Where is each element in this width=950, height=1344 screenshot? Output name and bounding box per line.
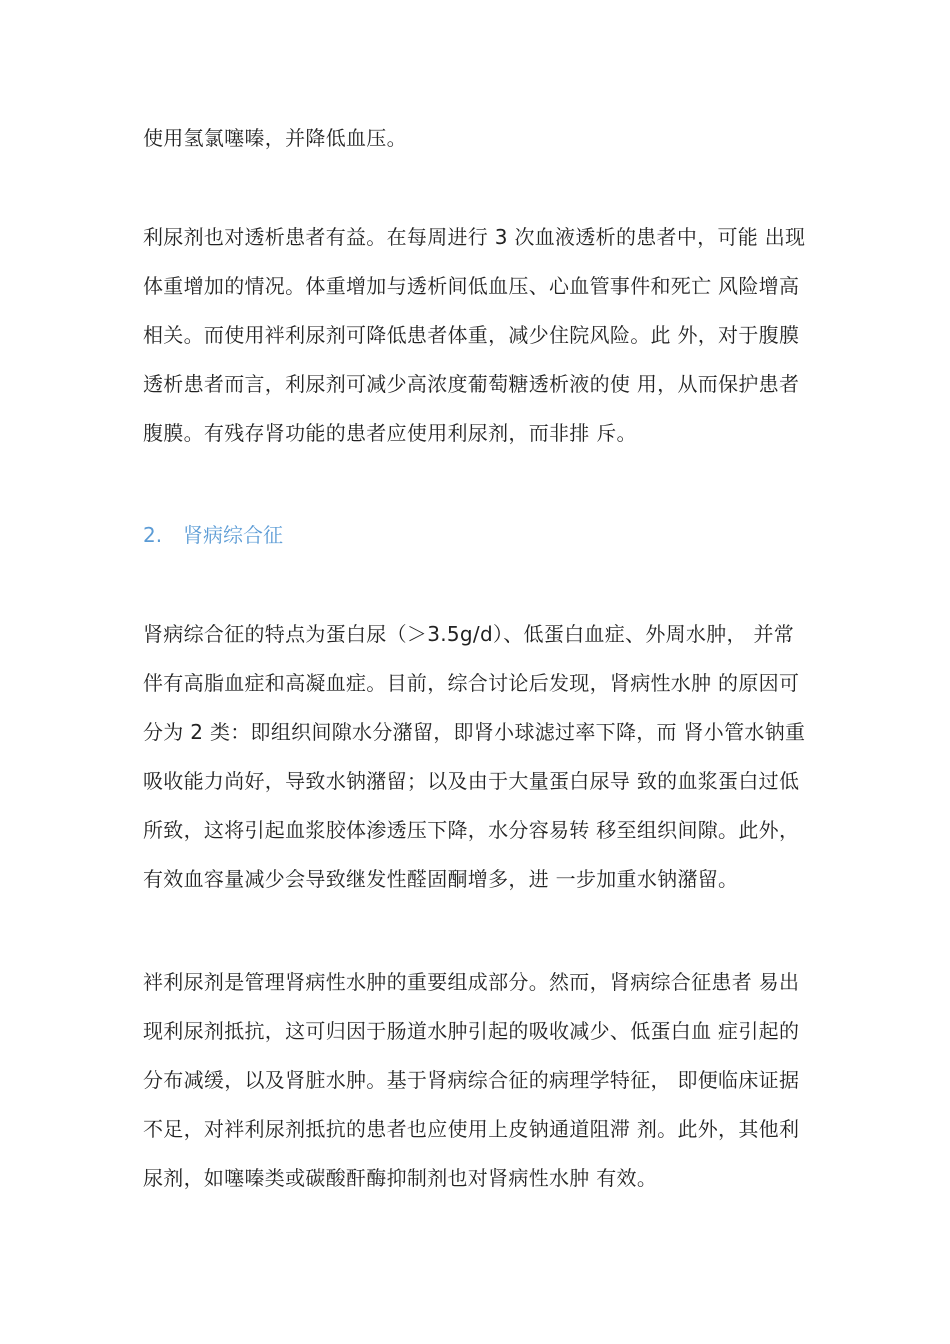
text-line: 有效血容量减少会导致继发性醛固酮增多，进 一步加重水钠潴留。 (143, 867, 739, 891)
text-line: 使用氢氯噻嗪，并降低血压。 (143, 126, 407, 150)
text-line: 尿剂，如噻嗪类或碳酸酐酶抑制剂也对肾病性水肿 有效。 (143, 1166, 658, 1190)
text-line: 袢利尿剂是管理肾病性水肿的重要组成部分。然而，肾病综合征患者 易出 (143, 970, 800, 994)
text-line: 利尿剂也对透析患者有益。在每周进行 3 次血液透析的患者中，可能 出现 (143, 225, 806, 249)
section-heading (143, 521, 283, 549)
paragraph-dialysis-diuretics (143, 223, 843, 468)
text-line: 透析患者而言，利尿剂可减少高浓度葡萄糖透析液的使 用，从而保护患者 (143, 372, 800, 396)
text-line: 分为 2 类：即组织间隙水分潴留，即肾小球滤过率下降，而 肾小管水钠重 (143, 720, 806, 744)
text-line: 肾病综合征的特点为蛋白尿（＞3.5g/d）、低蛋白血症、外周水肿， 并常 (143, 622, 795, 646)
section-heading-number: 2. (143, 523, 163, 547)
text-line: 腹膜。有残存肾功能的患者应使用利尿剂，而非排 斥。 (143, 421, 637, 445)
paragraph-hydrochlorothiazide (143, 124, 843, 173)
text-line: 吸收能力尚好，导致水钠潴留；以及由于大量蛋白尿导 致的血浆蛋白过低 (143, 769, 800, 793)
text-line: 伴有高脂血症和高凝血症。目前，综合讨论后发现，肾病性水肿 的原因可 (143, 671, 800, 695)
section-heading-title: 肾病综合征 (183, 523, 283, 547)
text-line: 体重增加的情况。体重增加与透析间低血压、心血管事件和死亡 风险增高 (143, 274, 800, 298)
text-line: 现利尿剂抵抗，这可归因于肠道水肿引起的吸收减少、低蛋白血 症引起的 (143, 1019, 800, 1043)
paragraph-nephrotic-syndrome-features (143, 620, 843, 914)
text-line: 不足，对袢利尿剂抵抗的患者也应使用上皮钠通道阻滞 剂。此外，其他利 (143, 1117, 800, 1141)
text-line: 分布减缓，以及肾脏水肿。基于肾病综合征的病理学特征， 即便临床证据 (143, 1068, 800, 1092)
text-line: 所致，这将引起血浆胶体渗透压下降，水分容易转 移至组织间隙。此外， (143, 818, 800, 842)
text-line: 相关。而使用袢利尿剂可降低患者体重，减少住院风险。此 外，对于腹膜 (143, 323, 800, 347)
paragraph-loop-diuretics (143, 968, 843, 1213)
